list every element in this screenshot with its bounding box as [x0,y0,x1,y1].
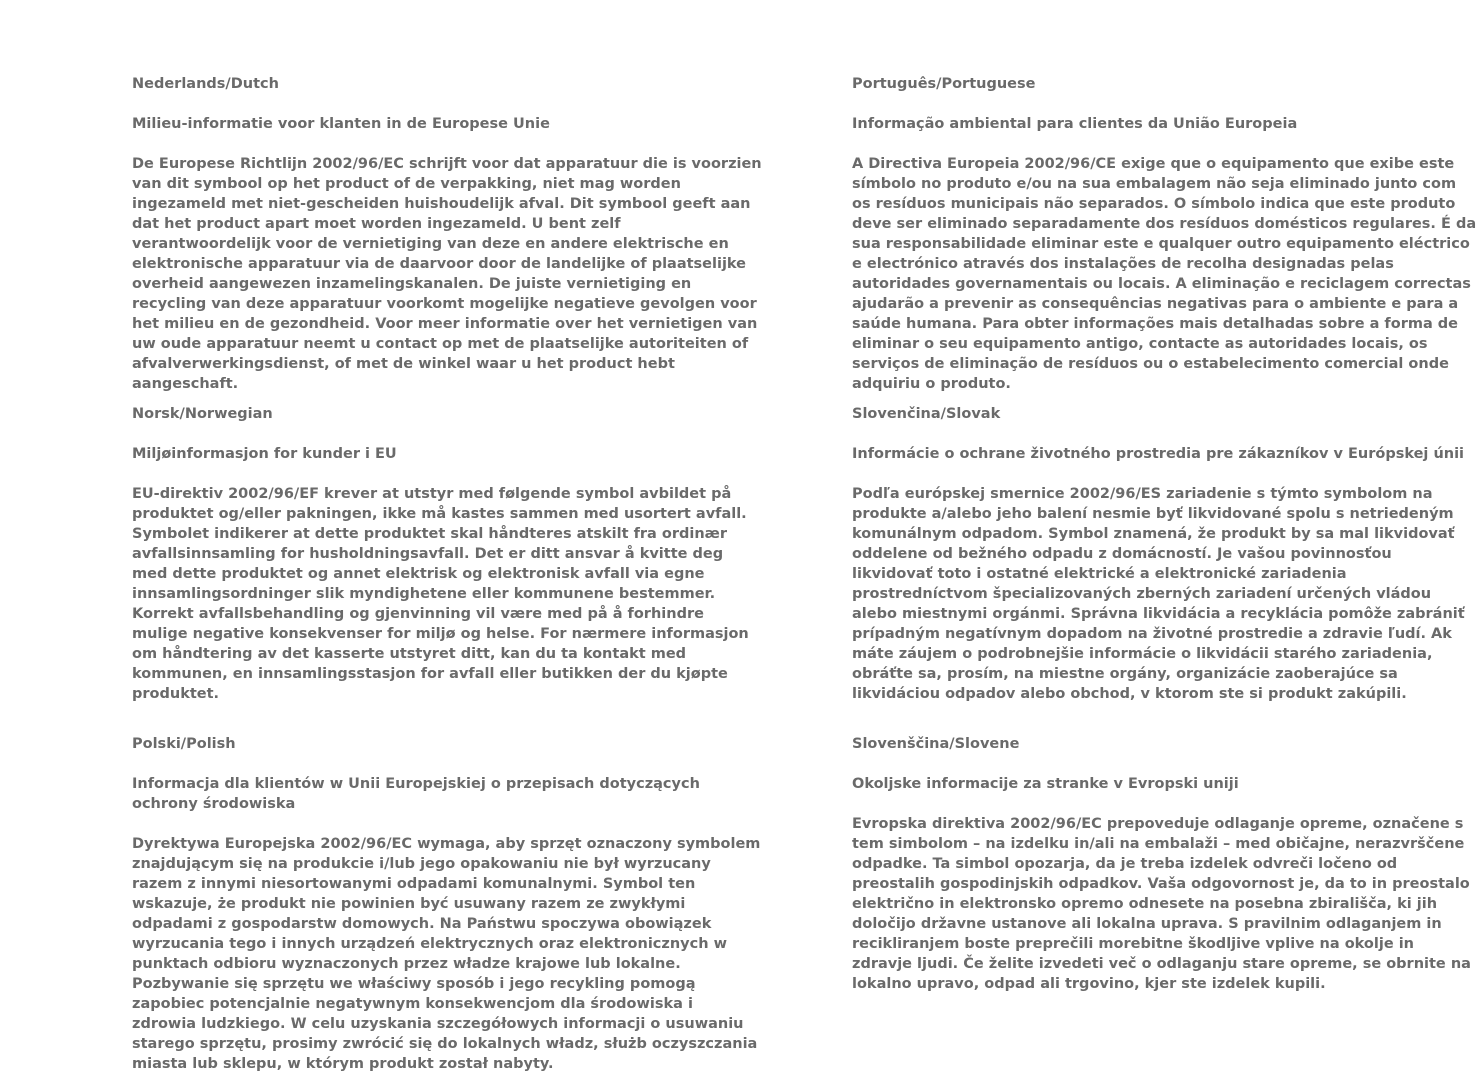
language-heading: Português/Portuguese [852,76,1036,92]
section-body: Podľa európskej smernice 2002/96/ES zariadenie s týmto symbolom na produkte a/alebo jeho balení nesmie byť likvidované spolu s netriedeným komunálnym odpadom. Symbol znamená, že produkt by sa mal likvidovať oddelene od bežného odpadu z domácností. Je vašou povinnosťou likvidovať toto i ostatné elektrické a elektronické zariadenia prostredníctvom špecializovaných zberných zariadení určených vládou alebo miestnymi orgánmi. Správna likvidácia a recyklácia pomôže zabrániť prípadným negatívnym dopadom na životné prostredie a zdravie ľudí. Ak máte záujem o podrobnejšie informácie o likvidácii starého zariadenia, obráťte sa, prosím, na miestne orgány, organizácie zaoberajúce sa likvidáciou odpadov alebo obchod, v ktorom ste si produkt zakúpili. [852,486,1465,702]
section-body: A Directiva Europeia 2002/96/CE exige que o equipamento que exibe este símbolo no produto e/ou na sua embalagem não seja eliminado junto com os resíduos municipais não separados. O símbolo indica que este produto deve ser eliminado separadamente dos resíduos domésticos regulares. É da sua responsabilidade eliminar este e qualquer outro equipamento eléctrico e electrónico através dos instalações de recolha designadas pelas autoridades governamentais ou locais. A eliminação e reciclagem correctas ajudarão a prevenir as consequências negativas para o ambiente e para a saúde humana. Para obter informações mais detalhadas sobre a forma de eliminar o seu equipamento antigo, contacte as autoridades locais, os serviços de eliminação de resíduos ou o estabelecimento comercial onde adquiriu o produto. [852,156,1477,392]
section-body: EU-direktiv 2002/96/EF krever at utstyr med følgende symbol avbildet på produktet og/eller pakningen, ikke må kastes sammen med usortert avfall. Symbolet indikerer at dette produktet skal håndteres atskilt fra ordinær avfallsinnsamling for husholdningsavfall. Det er ditt ansvar å kvitte deg med dette produktet og annet elektrisk og elektronisk avfall via egne innsamlingsordninger slik myndighetene eller kommunene bestemmer. Korrekt avfallsbehandling og gjenvinning vil være med på å forhindre mulige negative konsekvenser for miljø og helse. For nærmere informasjon om håndtering av det kasserte utstyret ditt, kan du ta kontakt med kommunen, en innsamlingsstasjon for avfall eller butikken der du kjøpte produktet. [132,486,749,702]
section-subtitle: Milieu-informatie voor klanten in de Europese Unie [132,116,550,132]
section-portuguese [852,74,1477,392]
language-heading: Nederlands/Dutch [132,76,279,92]
section-norwegian [132,404,762,704]
section-slovene [852,734,1477,994]
right-column [852,74,1477,994]
section-subtitle: Miljøinformasjon for kunder i EU [132,446,397,462]
section-body: De Europese Richtlijn 2002/96/EC schrijft voor dat apparatuur die is voorzien van dit symbool op het product of de verpakking, niet mag worden ingezameld met niet-gescheiden huishoudelijk afval. Dit symbool geeft aan dat het product apart moet worden ingezameld. U bent zelf verantwoordelijk voor de vernietiging van deze en andere elektrische en elektronische apparatuur via de daarvoor door de landelijke of plaatselijke overheid aangewezen inzamelingskanalen. De juiste vernietiging en recycling van deze apparatuur voorkomt mogelijke negatieve gevolgen voor het milieu en de gezondheid. Voor meer informatie over het vernietigen van uw oude apparatuur neemt u contact op met de plaatselijke autoriteiten of afvalverwerkingsdienst, of met de winkel waar u het product hebt aangeschaft. [132,156,762,392]
section-body: Dyrektywa Europejska 2002/96/EC wymaga, aby sprzęt oznaczony symbolem znajdującym się na produkcie i/lub jego opakowaniu nie był wyrzucany razem z innymi niesortowanymi odpadami komunalnymi. Symbol ten wskazuje, że produkt nie powinien być usuwany razem ze zwykłymi odpadami z gospodarstw domowych. Na Państwu spoczywa obowiązek wyrzucania tego i innych urządzeń elektrycznych oraz elektronicznych w punktach odbioru wyznaczonych przez władze krajowe lub lokalne. Pozbywanie się sprzętu we właściwy sposób i jego recykling pomogą zapobiec potencjalnie negatywnym konsekwencjom dla środowiska i zdrowia ludzkiego. W celu uzyskania szczegółowych informacji o usuwaniu starego sprzętu, prosimy zwrócić się do lokalnych władz, służb oczyszczania miasta lub sklepu, w którym produkt został nabyty. [132,836,761,1072]
section-body: Evropska direktiva 2002/96/EC prepoveduje odlaganje opreme, označene s tem simbolom – na izdelku in/ali na embalaži – med običajne, nerazvrščene odpadke. Ta simbol opozarja, da je treba izdelek odvreči ločeno od preostalih gospodinjskih odpadkov. Vaša odgovornost je, da to in preostalo električno in elektronsko opremo odnesete na posebna zbirališča, ki jih določijo državne ustanove ali lokalna uprava. S pravilnim odlaganjem in recikliranjem boste preprečili morebitne škodljive vplive na okolje in zdravje ljudi. Če želite izvedeti več o odlaganju stare opreme, se obrnite na lokalno upravo, odpad ali trgovino, kjer ste izdelek kupili. [852,816,1471,992]
section-subtitle: Informacja dla klientów w Unii Europejskiej o przepisach dotyczących ochrony środowiska [132,776,700,812]
left-column [132,74,762,1074]
section-subtitle: Informação ambiental para clientes da União Europeia [852,116,1298,132]
language-heading: Slovenščina/Slovene [852,736,1020,752]
section-polish [132,734,762,1074]
section-subtitle: Informácie o ochrane životného prostredia pre zákazníkov v Európskej únii [852,446,1465,462]
section-slovak [852,404,1477,704]
language-heading: Norsk/Norwegian [132,406,273,422]
language-heading: Slovenčina/Slovak [852,406,1001,422]
language-heading: Polski/Polish [132,736,236,752]
section-subtitle: Okoljske informacije za stranke v Evropski uniji [852,776,1239,792]
section-dutch [132,74,762,392]
